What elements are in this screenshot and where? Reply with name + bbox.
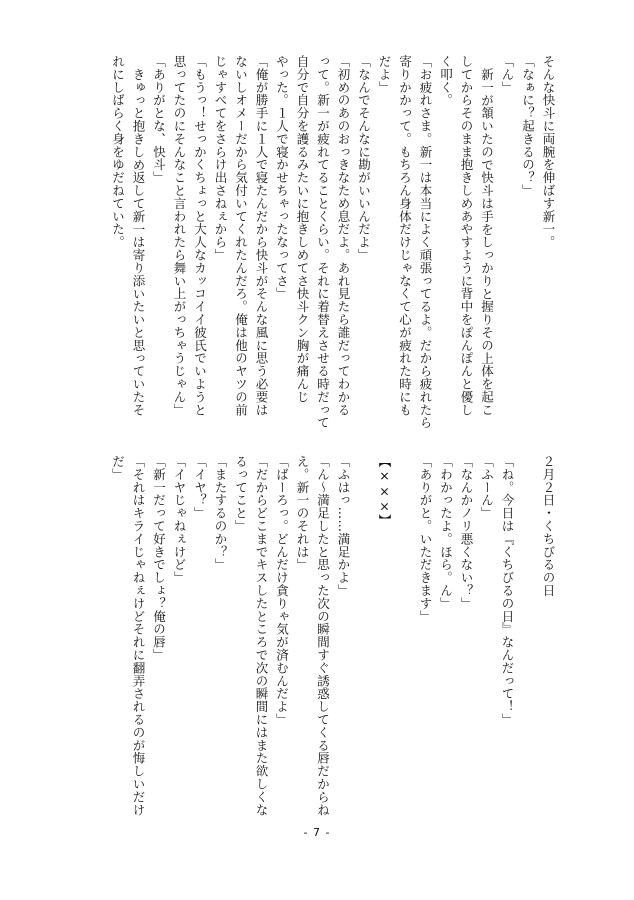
dialogue-line: 「なんかノリ悪くない？」 [459, 455, 474, 610]
dialogue-line: 「わかったよ。ほら。ん」 [438, 455, 454, 610]
text-line: やった。１人で寝かせちゃったなってさ」 [274, 55, 290, 301]
text-line: 思ってたのにそんなこと言われたら舞い上がっちゃうじゃん」 [172, 55, 187, 417]
dialogue-line: 「ん～満足したと思った次の瞬間すぐ誘惑してくる唇だからね [315, 455, 331, 817]
text-line: 自分で自分を護るみたいに抱きしめてさ快斗クン胸が痛んじ [295, 55, 310, 404]
dialogue-line: 「ふはっ……満足かよ」 [336, 455, 351, 597]
dialogue-line: 「イヤじゃねぇけど」 [172, 455, 187, 584]
dialogue-line: 「それはキライじゃねぇけどそれに翻弄されるのが悔しいだけ [131, 455, 146, 817]
page-number: - 7 - [303, 826, 331, 839]
text-line: ないしオメーだから気付いてくれたんだろ。俺は他のヤツの前 [233, 55, 249, 417]
dialogue-line: 「なぁに？起きるの？」 [520, 55, 536, 197]
text-line: そんな快斗に両腕を伸ばす新一。 [541, 55, 556, 249]
dialogue-line: 「もうっ！せっかくちょっと大人なカッコイイ彼氏でいようと [192, 55, 208, 417]
lower-text-block [107, 455, 558, 835]
dialogue-line: 「ね。今日は『くちびるの日』なんだって！」 [500, 455, 515, 726]
blank-line [394, 455, 415, 835]
text-line: してからそのまま抱きしめあやすように背中をぽんぽんと優し [459, 55, 474, 417]
dialogue-line: 「またするのか？」 [213, 455, 228, 572]
dialogue-line: 「お疲れさま。新一は本当によく頑張ってるよ。だから疲れたら [418, 55, 433, 430]
dialogue-line: 「だからどこまでキスしたところで次の瞬間にはまた欲しくな [254, 455, 269, 817]
upper-text-block [107, 55, 558, 440]
text-line: え。新一のそれは」 [295, 455, 310, 572]
dialogue-line: 「イヤ？」 [192, 455, 208, 520]
text-line: 寄りかかって。もちろん身体だけじゃなくて心が疲れた時にも [397, 55, 413, 417]
section-heading: ２月２日・くちびるの日 [541, 455, 556, 597]
blank-line [353, 455, 374, 835]
text-line: じゃすべてをさらけ出さねぇから」 [213, 55, 228, 262]
text-line: って。新一が疲れてることくらい。それに着替えさせる時だって [315, 55, 331, 430]
text-line: れにしばらく身をゆだねていた。 [110, 55, 126, 249]
text-line: るってこと」 [233, 455, 249, 533]
dialogue-line: 「俺が勝手に１人で寝たんだから快斗がそんな風に思う必要は [254, 55, 269, 417]
dialogue-line: 「初めのあのおっきなため息だよ。あれ見たら誰だってわかる [336, 55, 351, 417]
dialogue-line: 「ありがとな、快斗」 [151, 55, 167, 184]
dialogue-line: 「新一だって好きでしょ？俺の唇」 [151, 455, 167, 662]
scene-break-marker: 【×××】 [377, 455, 392, 527]
dialogue-line: 「ばーろっ。どんだけ貪りゃ気が済むんだよ」 [274, 455, 290, 726]
text-line: だ」 [110, 455, 126, 481]
dialogue-line: 「なんでそんなに勘がいいんだよ」 [356, 55, 372, 262]
dialogue-line: 「ふーん」 [479, 455, 495, 520]
text-line: く叩く。 [438, 55, 454, 107]
dialogue-line: 「ん」 [500, 55, 515, 94]
blank-line [517, 455, 538, 835]
text-line: きゅっと抱きしめ返して新一は寄り添いたいと思っていたそ [131, 68, 146, 417]
text-line: だよ」 [377, 55, 392, 94]
dialogue-line: 「ありがと。いただきます」 [418, 455, 433, 623]
text-line: 新一が頷いたので快斗は手をしっかりと握りその上体を起こ [479, 68, 495, 417]
